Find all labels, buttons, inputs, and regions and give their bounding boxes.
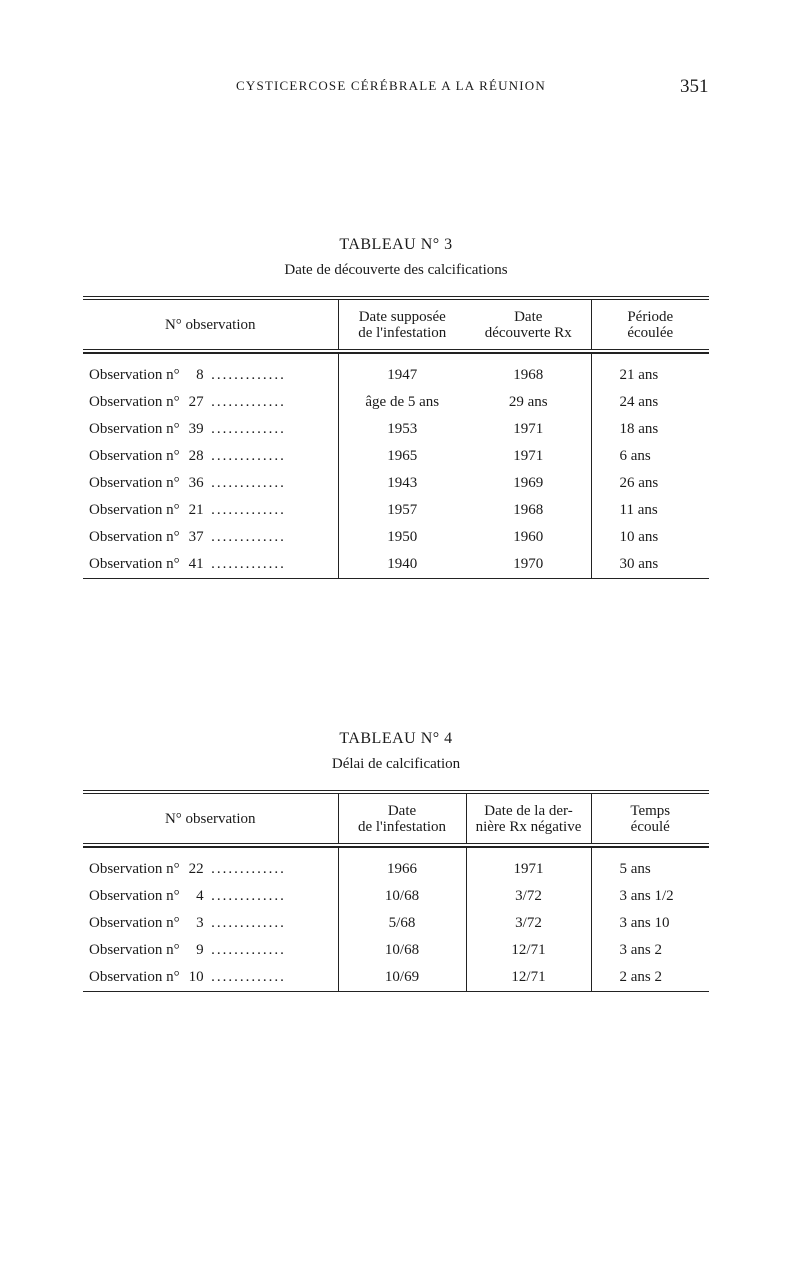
observation-number: 8 xyxy=(196,367,204,383)
observation-label: Observation n° xyxy=(89,556,180,572)
observation-number: 37 xyxy=(188,529,204,545)
leader-dots: ............. xyxy=(211,502,286,518)
leader-dots: ............. xyxy=(211,915,286,931)
table-4-header-infestation: Date de l'infestation xyxy=(338,792,466,845)
table-4-header-rx: Date de la der- nière Rx négative xyxy=(466,792,591,845)
table-4-header-temps: Temps écoulé xyxy=(591,792,709,845)
table-4 xyxy=(83,790,709,992)
rx-cell xyxy=(466,848,591,884)
temps-cell xyxy=(591,848,709,884)
table-row xyxy=(83,910,709,937)
rx-cell xyxy=(466,470,591,497)
table-3-body xyxy=(83,354,709,579)
table-row xyxy=(83,551,709,579)
rx-cell xyxy=(466,910,591,937)
temps-value: 5 ans xyxy=(619,861,651,877)
infestation-cell xyxy=(338,937,466,964)
observation-label: Observation n° xyxy=(89,448,180,464)
rx-value: 29 ans xyxy=(508,394,548,410)
running-head: CYSTICERCOSE CÉRÉBRALE A LA RÉUNION xyxy=(236,78,546,93)
observation-label: Observation n° xyxy=(89,475,180,491)
observation-number: 28 xyxy=(188,448,204,464)
periode-cell xyxy=(591,354,709,390)
observation-cell xyxy=(83,497,338,524)
table-4-block xyxy=(83,730,709,992)
table-row xyxy=(83,964,709,992)
leader-dots: ............. xyxy=(211,556,286,572)
leader-dots: ............. xyxy=(211,942,286,958)
table-4-body xyxy=(83,848,709,992)
infestation-cell xyxy=(338,883,466,910)
periode-cell xyxy=(591,497,709,524)
infestation-value: 1943 xyxy=(387,475,418,491)
leader-dots: ............. xyxy=(211,529,286,545)
periode-cell xyxy=(591,551,709,579)
infestation-cell xyxy=(338,497,466,524)
infestation-value: 10/68 xyxy=(384,942,420,958)
table-4-subtitle: Délai de calcification xyxy=(331,756,461,772)
observation-number: 41 xyxy=(188,556,204,572)
observation-label: Observation n° xyxy=(89,861,180,877)
table-row xyxy=(83,416,709,443)
table-row xyxy=(83,848,709,884)
observation-cell xyxy=(83,964,338,992)
table-row xyxy=(83,389,709,416)
table-3-header-observation: N° observation xyxy=(164,317,256,333)
periode-value: 6 ans xyxy=(619,448,651,464)
rx-cell xyxy=(466,524,591,551)
infestation-value: 5/68 xyxy=(388,915,416,931)
table-3-block xyxy=(83,236,709,579)
observation-label: Observation n° xyxy=(89,529,180,545)
table-row xyxy=(83,937,709,964)
table-3-subtitle: Date de découverte des calcifications xyxy=(284,262,508,278)
rx-value: 1971 xyxy=(513,421,544,437)
observation-label: Observation n° xyxy=(89,915,180,931)
table-3-header-rx: Date découverte Rx xyxy=(484,309,572,341)
observation-cell xyxy=(83,389,338,416)
periode-value: 24 ans xyxy=(619,394,659,410)
leader-dots: ............. xyxy=(211,475,286,491)
infestation-cell xyxy=(338,848,466,884)
temps-value: 3 ans 1/2 xyxy=(619,888,674,904)
rx-cell xyxy=(466,937,591,964)
temps-cell xyxy=(591,883,709,910)
table-row xyxy=(83,443,709,470)
observation-cell xyxy=(83,551,338,579)
leader-dots: ............. xyxy=(211,394,286,410)
observation-label: Observation n° xyxy=(89,394,180,410)
periode-cell xyxy=(591,443,709,470)
infestation-cell xyxy=(338,470,466,497)
periode-cell xyxy=(591,470,709,497)
rx-value: 1968 xyxy=(513,502,544,518)
infestation-cell xyxy=(338,416,466,443)
observation-number: 10 xyxy=(188,969,204,985)
periode-cell xyxy=(591,389,709,416)
infestation-cell xyxy=(338,910,466,937)
temps-cell xyxy=(591,910,709,937)
table-row xyxy=(83,354,709,390)
table-row xyxy=(83,497,709,524)
observation-cell xyxy=(83,443,338,470)
infestation-value: 1957 xyxy=(387,502,418,518)
observation-number: 36 xyxy=(188,475,204,491)
leader-dots: ............. xyxy=(211,888,286,904)
rx-value: 12/71 xyxy=(511,969,546,985)
temps-cell xyxy=(591,964,709,992)
table-4-header-observation: N° observation xyxy=(164,811,256,827)
leader-dots: ............. xyxy=(211,448,286,464)
rx-value: 1960 xyxy=(513,529,544,545)
observation-number: 9 xyxy=(196,942,204,958)
temps-value: 3 ans 2 xyxy=(619,942,662,958)
observation-number: 39 xyxy=(188,421,204,437)
observation-number: 4 xyxy=(196,888,204,904)
rx-value: 1971 xyxy=(513,448,544,464)
leader-dots: ............. xyxy=(211,367,286,383)
infestation-value: âge de 5 ans xyxy=(365,394,440,410)
periode-value: 10 ans xyxy=(619,529,659,545)
observation-label: Observation n° xyxy=(89,888,180,904)
periode-value: 26 ans xyxy=(619,475,659,491)
table-4-title: TABLEAU N° 4 xyxy=(339,730,453,747)
observation-label: Observation n° xyxy=(89,421,180,437)
rx-cell xyxy=(466,551,591,579)
observation-number: 3 xyxy=(196,915,204,931)
infestation-value: 10/68 xyxy=(384,888,420,904)
table-3-bottom-rule xyxy=(83,579,709,580)
table-4-bottom-rule xyxy=(83,992,709,993)
infestation-cell xyxy=(338,354,466,390)
table-row xyxy=(83,883,709,910)
rx-value: 12/71 xyxy=(511,942,546,958)
rx-value: 3/72 xyxy=(515,888,542,904)
table-row xyxy=(83,470,709,497)
leader-dots: ............. xyxy=(211,861,286,877)
infestation-cell xyxy=(338,964,466,992)
rx-cell xyxy=(466,416,591,443)
rx-value: 1971 xyxy=(513,861,544,877)
observation-cell xyxy=(83,883,338,910)
rx-cell xyxy=(466,443,591,470)
periode-cell xyxy=(591,416,709,443)
observation-number: 21 xyxy=(188,502,204,518)
page-number: 351 xyxy=(680,76,709,97)
rx-value: 1970 xyxy=(513,556,544,572)
temps-cell xyxy=(591,937,709,964)
periode-value: 18 ans xyxy=(619,421,659,437)
infestation-value: 1965 xyxy=(387,448,418,464)
rx-cell xyxy=(466,964,591,992)
observation-cell xyxy=(83,910,338,937)
infestation-cell xyxy=(338,389,466,416)
infestation-value: 1953 xyxy=(387,421,418,437)
observation-cell xyxy=(83,848,338,884)
observation-cell xyxy=(83,937,338,964)
infestation-value: 1940 xyxy=(387,556,418,572)
periode-cell xyxy=(591,524,709,551)
observation-label: Observation n° xyxy=(89,367,180,383)
table-row xyxy=(83,524,709,551)
table-3-header-infestation: Date supposée de l'infestation xyxy=(338,298,466,351)
observation-cell xyxy=(83,416,338,443)
observation-cell xyxy=(83,354,338,390)
leader-dots: ............. xyxy=(211,969,286,985)
observation-label: Observation n° xyxy=(89,502,180,518)
temps-value: 2 ans 2 xyxy=(619,969,662,985)
rx-cell xyxy=(466,883,591,910)
rx-cell xyxy=(466,354,591,390)
periode-value: 30 ans xyxy=(619,556,659,572)
periode-value: 21 ans xyxy=(619,367,659,383)
infestation-value: 1947 xyxy=(387,367,418,383)
temps-value: 3 ans 10 xyxy=(619,915,670,931)
infestation-value: 1950 xyxy=(387,529,418,545)
infestation-cell xyxy=(338,524,466,551)
observation-cell xyxy=(83,524,338,551)
table-3-header-periode: Période écoulée xyxy=(591,298,709,351)
table-3 xyxy=(83,296,709,579)
rx-value: 1968 xyxy=(513,367,544,383)
infestation-value: 10/69 xyxy=(384,969,420,985)
leader-dots: ............. xyxy=(211,421,286,437)
observation-label: Observation n° xyxy=(89,969,180,985)
rx-cell xyxy=(466,389,591,416)
infestation-cell xyxy=(338,443,466,470)
rx-value: 1969 xyxy=(513,475,544,491)
periode-value: 11 ans xyxy=(619,502,658,518)
rx-value: 3/72 xyxy=(515,915,542,931)
table-3-title: TABLEAU N° 3 xyxy=(339,236,453,253)
infestation-cell xyxy=(338,551,466,579)
infestation-value: 1966 xyxy=(387,861,417,877)
observation-number: 27 xyxy=(188,394,204,410)
observation-number: 22 xyxy=(188,861,204,877)
observation-cell xyxy=(83,470,338,497)
observation-label: Observation n° xyxy=(89,942,180,958)
rx-cell xyxy=(466,497,591,524)
